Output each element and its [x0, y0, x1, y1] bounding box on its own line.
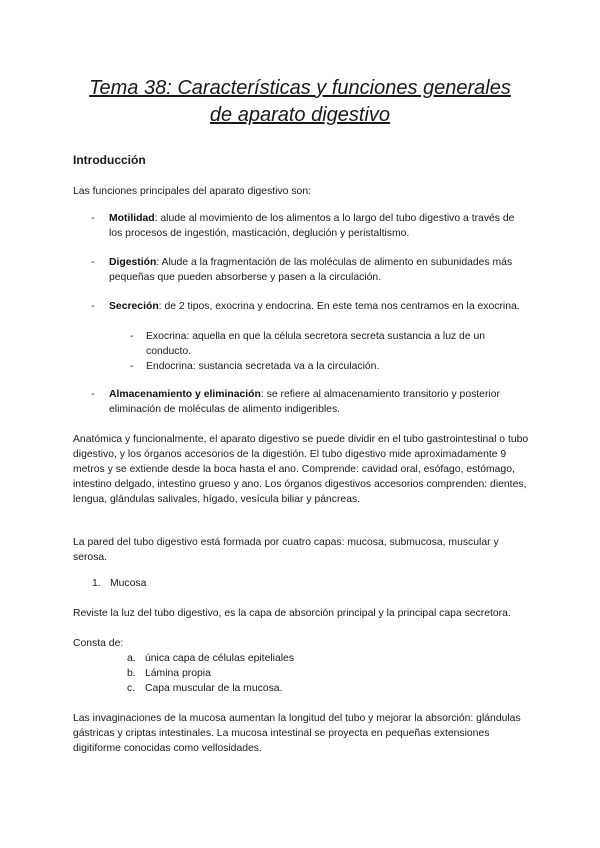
bullet-almacenamiento	[109, 387, 529, 417]
bullet-motilidad	[109, 211, 529, 241]
intro-heading: Introducción	[73, 153, 146, 167]
bullet-term: Digestión	[109, 257, 157, 268]
lettered-item: Lámina propia	[145, 668, 211, 679]
sub-bullet-dash: -	[130, 361, 134, 372]
intro-text: Las funciones principales del aparato digestivo son:	[73, 186, 311, 197]
lettered-item: Capa muscular de la mucosa.	[145, 683, 283, 694]
paragraph-invaginations: Las invaginaciones de la mucosa aumentan la longitud del tubo y mejorar la absorción: glándulas gástricas y criptas intestinales. La mucosa intestinal se proyecta en pequeñas extensiones digitiforme conocidas como vellosidades.	[73, 713, 521, 754]
bullet-secrecion	[109, 299, 529, 314]
paragraph-mucosa: Reviste la luz del tubo digestivo, es la capa de absorción principal y la principal capa secretora.	[73, 608, 511, 619]
bullet-text: : se refiere al almacenamiento transitorio y posterior eliminación de moléculas de alimento indigeribles.	[109, 389, 500, 415]
numbered-marker: 1.	[92, 578, 101, 589]
bullet-dash: -	[91, 257, 95, 268]
sub-bullet-dash: -	[130, 331, 134, 342]
bullet-digestion	[109, 255, 529, 285]
numbered-item-mucosa: Mucosa	[110, 578, 147, 589]
lettered-marker: c.	[127, 683, 136, 694]
bullet-term: Secreción	[109, 301, 159, 312]
lettered-item: única capa de células epiteliales	[145, 653, 295, 664]
bullet-text: : Alude a la fragmentación de las moléculas de alimento en subunidades más pequeñas que pueden absorberse y pasen a la circulación.	[109, 257, 513, 283]
sub-bullet-exocrina: Exocrina: aquella en que la célula secretora secreta sustancia a luz de un conducto.	[146, 331, 486, 357]
bullet-dash: -	[91, 389, 95, 400]
paragraph-wall: La pared del tubo digestivo está formada por cuatro capas: mucosa, submucosa, muscular y serosa.	[73, 537, 499, 563]
bullet-text: : de 2 tipos, exocrina y endocrina. En este tema nos centramos en la exocrina.	[158, 301, 520, 312]
bullet-term: Almacenamiento y eliminación	[109, 389, 261, 400]
page-title-line-1: Tema 38: Características y funciones generales	[89, 77, 511, 99]
lettered-marker: a.	[127, 653, 136, 664]
bullet-dash: -	[91, 213, 95, 224]
bullet-dash: -	[91, 301, 95, 312]
lettered-marker: b.	[127, 668, 136, 679]
sub-bullet-endocrina: Endocrina: sustancia secretada va a la circulación.	[146, 361, 380, 372]
page-title-line-2: de aparato digestivo	[209, 104, 391, 126]
paragraph-anatomy: Anatómica y funcionalmente, el aparato digestivo se puede dividir en el tubo gastrointestinal o tubo digestivo, y los órganos accesorios de la digestión. El tubo digestivo mide aproximadamente 9 metros y se extiende desde la boca hasta el ano. Comprende: cavidad oral, esófago, estómago, intestino delgado, intestino grueso y ano. Los órganos digestivos accesorios comprenden: dientes, lengua, glándulas salivales, hígado, vesícula biliar y páncreas.	[73, 434, 529, 505]
consta-de: Consta de:	[73, 638, 124, 649]
bullet-text: : alude al movimiento de los alimentos a lo largo del tubo digestivo a través de los procesos de ingestión, masticación, deglución y peristaltismo.	[109, 213, 515, 239]
bullet-term: Motilidad	[109, 213, 155, 224]
